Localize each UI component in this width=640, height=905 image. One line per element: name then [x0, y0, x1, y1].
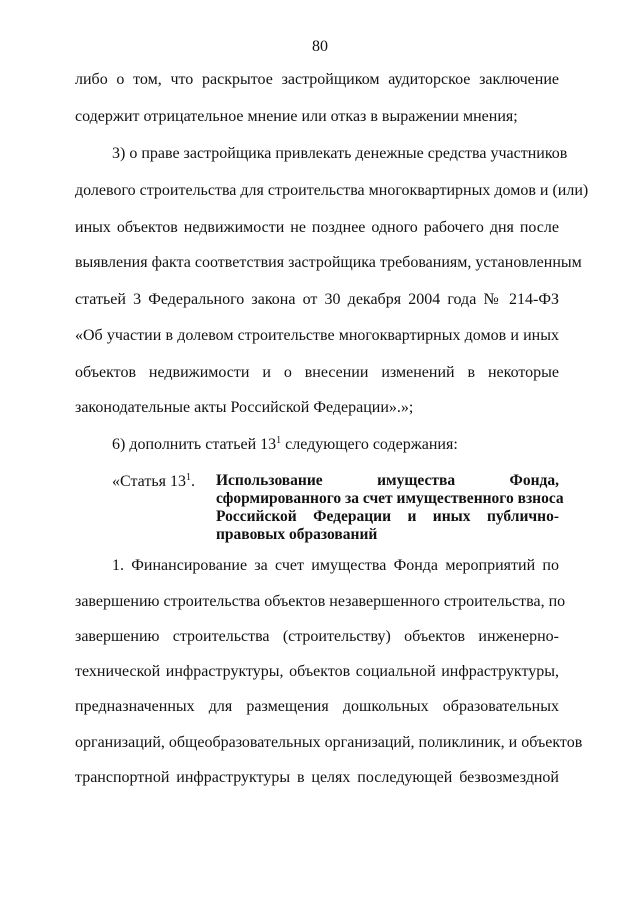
article-superscript: 1: [185, 472, 191, 483]
amendment-line: [112, 435, 559, 455]
text-line: содержит отрицательное мнение или отказ в выражении мнения;: [75, 108, 518, 125]
article-title-line: сформированного за счет имущественного взноса: [216, 490, 564, 507]
text-line: «Об участии в долевом строительстве многоквартирных домов и иных: [75, 327, 559, 344]
article-label: [112, 472, 195, 492]
article-title-line: Российской Федерации и иных публично-: [216, 508, 559, 525]
text-line: долевого строительства для строительства многоквартирных домов и (или): [75, 182, 589, 199]
superscript: 1: [276, 435, 282, 446]
text-line: предназначенных для размещения дошкольных образовательных: [75, 698, 559, 715]
text-line: законодательные акты Российской Федерации».»;: [75, 399, 414, 416]
text-line: технической инфраструктуры, объектов социальной инфраструктуры,: [75, 663, 559, 680]
article-label-dot: .: [190, 473, 195, 490]
amendment-text-rest: следующего содержания:: [281, 436, 458, 453]
text-line: либо о том, что раскрытое застройщиком аудиторское заключение: [75, 71, 559, 88]
article-label-text: «Статья 13: [112, 473, 186, 490]
text-line: завершению строительства (строительству) объектов инженерно-: [75, 628, 559, 645]
article-title-line: Использование имущества Фонда,: [216, 472, 559, 489]
page-number: 80: [312, 38, 328, 55]
article-title-line: правовых образований: [216, 526, 378, 543]
text-line: объектов недвижимости и о внесении изменений в некоторые: [75, 364, 559, 381]
text-line: 1. Финансирование за счет имущества Фонда мероприятий по: [112, 557, 559, 574]
text-line: организаций, общеобразовательных организаций, поликлиник, и объектов: [75, 734, 583, 751]
text-line: завершению строительства объектов незавершенного строительства, по: [75, 593, 566, 610]
text-line: статьей 3 Федерального закона от 30 декабря 2004 года № 214-ФЗ: [75, 291, 559, 308]
text-line: иных объектов недвижимости не позднее одного рабочего дня после: [75, 219, 559, 236]
text-line: 3) о праве застройщика привлекать денежные средства участников: [112, 145, 568, 162]
text-line: выявления факта соответствия застройщика требованиям, установленным: [75, 254, 582, 271]
amendment-text: 6) дополнить статьей 13: [112, 436, 277, 453]
text-line: транспортной инфраструктуры в целях последующей безвозмездной: [75, 769, 559, 786]
